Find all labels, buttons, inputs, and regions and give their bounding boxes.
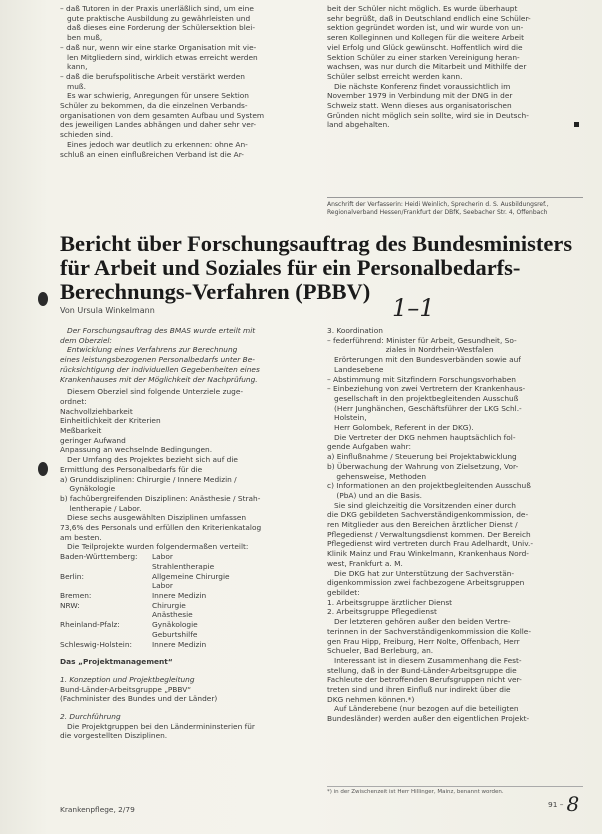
text-line: Fachleute der betroffenden Berufsgruppen nicht ver- [327,675,522,685]
text-line: Interessant ist in diesem Zusammenhang die Fest- [327,655,522,665]
end-mark [574,122,579,127]
text-line: gesellschaft in den projektbegleitenden Ausschuß [327,393,519,403]
text-line: Der Umfang des Projektes bezieht sich auf die [60,455,238,465]
text-line: 2. Arbeitsgruppe Pflegedienst [327,607,437,617]
text-line: stellung, daß in der Bund-Länder-Arbeitsgruppe die [327,665,517,675]
text-line: digenkommission zwei fachbezogene Arbeitsgruppen [327,578,525,588]
text-line: Klinik Mainz und Frau Winkelmann, Krankenhaus Nord- [327,549,529,559]
text-line: Die nächste Konferenz findet voraussichtlich im [327,81,511,91]
state-name: Bremen: [60,590,92,600]
text-line: gehensweise, Methoden [327,471,427,481]
text-line: 1. Arbeitsgruppe ärztlicher Dienst [327,597,453,607]
text-line: Der Forschungsauftrag des BMAS wurde erteilt mit [60,326,256,335]
text-line: beit der Schüler nicht möglich. Es wurde überhaupt [327,4,518,13]
distribution-row [60,620,314,630]
state-name: Schleswig-Holstein: [60,639,133,649]
text-line: gende Aufgaben wahr: [327,442,411,452]
text-line: schieden sind. [60,130,114,140]
text-line: kann, [60,62,88,72]
text-line: Entwicklung eines Verfahrens zur Berechnung [60,345,238,355]
text-line: Diesem Oberziel sind folgende Unterziele zuge- [60,387,244,397]
text-line: – daß die berufspolitische Arbeit verstärkt werden [60,71,245,81]
subsection-text [60,685,314,704]
page-number-text: 91 – [548,799,564,809]
page-number [548,792,579,816]
text-line: Pflegedienst wird vertreten durch Frau Adelhardt, Univ.- [327,539,534,549]
discipline-name: Labor [152,581,173,591]
text-line: Meßbarkeit [60,426,102,436]
text-line: ziales in Nordrhein-Westfalen [327,345,494,355]
text-line: Schüler zu bekommen, da die einzelnen Verbands- [60,101,248,111]
distribution-row [60,610,314,620]
distribution-row [60,640,314,650]
text-line: terinnen in der Sachverständigenkommission die Kolle- [327,626,532,636]
text-line: ordnet: [60,396,87,406]
subsection-title: 2. Durchführung [60,712,121,722]
state-name [60,630,152,640]
text-line: daß dieses eine Forderung der Schülersektion blei- [60,23,256,33]
text-line: b) fachübergreifenden Disziplinen: Anästhesie / Strah- [60,493,261,503]
text-line: die vorgestellten Disziplinen. [60,731,168,741]
body-left-column [60,326,314,741]
state-name: Baden-Württemberg: [60,552,138,562]
discipline-name: Allgemeine Chirurgie [152,571,230,581]
subsection-text [60,722,314,741]
discipline-name: Anästhesie [152,610,193,620]
text-line: Sektion Schüler zu einer starken Vereinigung heran- [327,52,520,62]
title-line: für Arbeit und Soziales für ein Personalbedarfs- [60,255,521,280]
text-line: – daß Tutoren in der Praxis unerläßlich sind, um eine [60,4,254,13]
distribution-row [60,562,314,572]
text-line: Landesebene [327,364,384,374]
state-name: Berlin: [60,571,84,581]
text-line: Schueler, Bad Berleburg, an. [327,646,434,656]
subsection-title: 1. Konzeption und Projektbegleitung [60,674,195,684]
text-line: – daß nur, wenn wir eine starke Organisation mit vie- [60,42,257,52]
text-line: die DKG gebildeten Sachverständigenkommission, de- [327,510,529,520]
section-heading: Das „Projektmanagement“ [60,657,173,667]
distribution-row [60,581,314,591]
text-line: – Abstimmung mit Sitzfindern Forschungsvorhaben [327,374,516,384]
text-line: – federführend: Minister für Arbeit, Gesundheit, So- [327,335,517,345]
text-line: des jeweiligen Landes abhängen und daher sehr ver- [60,120,257,130]
text-line: viel Erfolg und Glück gewünscht. Hoffentlich wird die [327,42,523,52]
text-line: west, Frankfurt a. M. [327,558,403,568]
text-line: Diese sechs ausgewählten Disziplinen umfassen [60,513,247,523]
text-line: geringer Aufwand [60,435,126,445]
title-line: Bericht über Forschungsauftrag des Bundesministers [60,231,573,256]
text-line: c) Informationen an den projektbegleitenden Ausschuß [327,481,531,491]
text-line: 3. Koordination [327,326,383,335]
state-name: NRW: [60,600,80,610]
text-line: sektion gegründet worden ist, und wir wurde von un- [327,23,524,33]
distribution-row [60,630,314,640]
text-line: – Einbeziehung von zwei Vertretern der Krankenhaus- [327,384,526,394]
distribution-row [60,552,314,562]
text-line: len Mitgliedern sind, wirklich etwas erreicht werden [60,52,258,62]
text-line: wachsen, was nur durch die Mitarbeit und Mithilfe der [327,62,527,72]
text-line: Es war schwierig, Anregungen für unsere Sektion [60,91,249,101]
text-line: Die DKG hat zur Unterstützung der Sachverstän- [327,568,515,578]
top-right-column [327,4,583,130]
distribution-row [60,601,314,611]
text-line: organisationen von dem gesamten Aufbau und System [60,110,265,120]
top-left-column [60,4,314,159]
text-line: schluß an einen einflußreichen Verband ist die Ar- [60,149,244,159]
text-line: Pflegedienst / Verwaltungsdienst kommen. Der Bereich [327,529,531,539]
text-line: seren Kolleginnen und Kollegen für die weitere Arbeit [327,33,524,43]
text-line: gen Frau Hipp, Freiburg, Herr Nolte, Offenbach, Herr [327,636,520,646]
text-line: dem Oberziel: [60,335,112,345]
text-line: Gynäkologie [60,484,116,494]
text-line: (PbA) und an die Basis. [327,490,423,500]
discipline-name: Strahlentherapie [152,561,215,571]
text-line: am besten. [60,532,102,542]
text-line: Die Vertreter der DKG nehmen hauptsächlich fol- [327,432,516,442]
text-line: Bundesländer) werden außer den eigentlichen Projekt- [327,714,530,724]
text-line: (Fachminister des Bundes und der Länder) [60,694,218,704]
text-line: treten sind und ihren Einfluß nur indirekt über die [327,685,511,695]
state-name: Rheinland-Pfalz: [60,620,120,630]
text-line: eines leistungsbezogenen Personalbedarfs unter Be- [60,355,255,365]
handwritten-page-number: 8 [566,792,580,816]
text-line: Auf Länderebene (nur bezogen auf die beteiligten [327,704,519,714]
text-line: ben muß, [60,33,103,43]
punch-hole [38,292,48,306]
text-line: (Herr Junghänchen, Geschäftsführer der LKG Schl.- [327,403,522,413]
distribution-row [60,572,314,582]
text-line: Schweiz statt. Wenn dieses aus organisatorischen [327,101,512,111]
discipline-name: Innere Medizin [152,639,207,649]
text-line: Holstein, [327,413,367,423]
text-line: gebildet: [327,587,360,597]
text-line: Herr Golombek, Referent in der DKG). [327,423,474,433]
text-line: Gründen nicht möglich sein sollte, wird sie in Deutsch- [327,110,529,120]
text-line: b) Überwachung der Wahrung von Zielsetzung, Vor- [327,461,519,471]
text-line: November 1979 in Verbindung mit der DNG in der [327,91,513,101]
text-line: a) Grunddisziplinen: Chirurgie / Innere Medizin / [60,474,237,484]
text-line: Sie sind gleichzeitig die Vorsitzenden einer durch [327,500,516,510]
author-address-footnote: Anschrift der Verfasserin: Heidi Weinlich, Sprecherin d. S. Ausbildungsref., Regionalverband Hessen/Frankfurt der DBfK, Seebacher Str. 4, Offenbach [327,197,583,216]
text-line: Ermittlung des Personalbedarfs für die [60,464,203,474]
text-line: Einheitlichkeit der Kriterien [60,416,161,426]
journal-footer: Krankenpflege, 2/79 [60,805,135,814]
text-line: Eines jedoch war deutlich zu erkennen: ohne An- [60,139,248,149]
text-line: Die Teilprojekte wurden folgendermaßen verteilt: [60,542,249,552]
discipline-name: Innere Medizin [152,590,207,600]
text-line: 73,6% des Personals und erfüllen den Kriterienkatalog [60,523,262,533]
discipline-name: Gynäkologie [152,620,198,630]
punch-hole [38,462,48,476]
text-line: muß. [60,81,86,91]
distribution-table [60,552,314,649]
intro-paragraph [60,326,314,384]
article-title [60,232,580,304]
text-line: Krankenhauses mit der Möglichkeit der Nachprüfung. [60,374,258,384]
text-line: DKG nehmen können.*) [327,694,415,704]
text-line: Erörterungen mit den Bundesverbänden sowie auf [327,355,521,365]
title-line: Berechnungs-Verfahren (PBBV) [60,279,371,304]
state-name [60,610,152,620]
objectives-text [60,387,314,552]
body-right-column [327,326,583,724]
text-line: sehr begrüßt, daß in Deutschland endlich eine Schüler- [327,13,531,23]
author-byline: Von Ursula Winkelmann [60,306,155,315]
discipline-name: Geburtshilfe [152,629,198,639]
text-line: Bund-Länder-Arbeitsgruppe „PBBV“ [60,684,192,694]
text-line: ren Mitglieder aus den Bereichen ärztlicher Dienst / [327,520,518,530]
state-name [60,562,152,572]
state-name [60,581,152,591]
text-line: a) Einflußnahme / Steuerung bei Projektabwicklung [327,452,517,462]
text-line: rücksichtigung der individuellen Gegebenheiten eines [60,364,260,374]
text-line: Die Projektgruppen bei den Ländermininsterien für [60,721,255,731]
footnote: *) in der Zwischenzeit ist Herr Hillinger, Mainz, benannt worden. [327,786,583,796]
text-line: lentherapie / Labor. [60,503,142,513]
discipline-name: Chirurgie [152,600,186,610]
discipline-name: Labor [152,552,173,562]
text-line: Schüler selbst erreicht werden kann. [327,71,463,81]
handwritten-annotation: 1–1 [392,294,435,322]
text-line: gute praktische Ausbildung zu gewährleisten und [60,13,251,23]
distribution-row [60,591,314,601]
text-line: Der letzteren gehören außer den beiden Vertre- [327,617,511,627]
text-line: Nachvollziehbarkeit [60,406,133,416]
text-line: Anpassung an wechselnde Bedingungen. [60,445,213,455]
text-line: land abgehalten. [327,120,390,130]
